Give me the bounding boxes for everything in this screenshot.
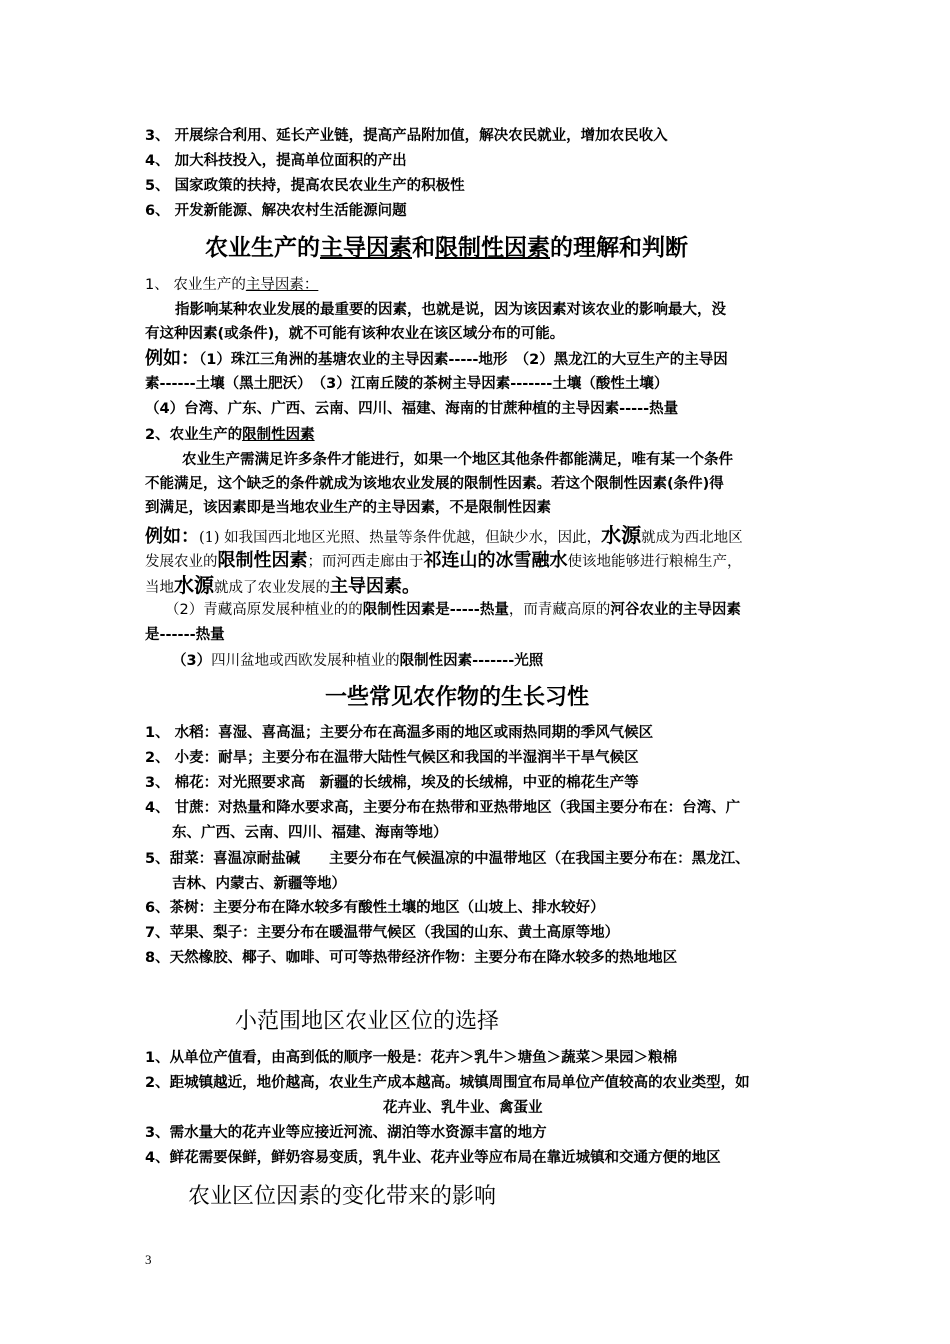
paragraph-line: 有这种因素(或条件)，就不可能有该种农业在该区域分布的可能。 — [145, 326, 565, 342]
section-title: 农业生产的主导因素和限制性因素的理解和判断 — [205, 235, 688, 261]
list-item: 花卉业、乳牛业、禽蛋业 — [383, 1100, 543, 1116]
paragraph-line: 农业生产需满足许多条件才能进行，如果一个地区其他条件都能满足，唯有某一个条件 — [182, 452, 733, 468]
example-line: 例如：(1) 如我国西北地区光照、热量等条件优越，但缺少水，因此，水源就成为西北地区 — [145, 523, 743, 547]
list-item: 4、 甘蔗：对热量和降水要求高，主要分布在热带和亚热带地区（我国主要分布在：台湾、广 — [145, 800, 741, 816]
example-line: （2）青藏高原发展种植业的的限制性因素是-----热量，而青藏高原的河谷农业的主导因素 — [165, 602, 741, 618]
list-item: 6、茶树：主要分布在降水较多有酸性土壤的地区（山坡上、排水较好） — [145, 900, 605, 916]
list-item: 1、 水稻：喜湿、喜高温；主要分布在高温多雨的地区或雨热同期的季风气候区 — [145, 725, 654, 741]
example-line: 是------热量 — [145, 627, 225, 643]
example-line: 例如：（1）珠江三角洲的基塘农业的主导因素-----地形 （2）黑龙江的大豆生产的主导因 — [145, 348, 728, 369]
paragraph-line: 指影响某种农业发展的最重要的因素，也就是说，因为该因素对该农业的影响最大，没 — [175, 302, 726, 318]
list-item: 8、天然橡胶、椰子、咖啡、可可等热带经济作物：主要分布在降水较多的热地地区 — [145, 950, 678, 966]
list-item: 4、 加大科技投入，提高单位面积的产出 — [145, 153, 407, 169]
section-title: 一些常见农作物的生长习性 — [325, 685, 590, 710]
list-item: 2、 小麦：耐旱；主要分布在温带大陆性气候区和我国的半湿润半干旱气候区 — [145, 750, 639, 766]
list-item: 7、苹果、梨子：主要分布在暖温带气候区（我国的山东、黄土高原等地） — [145, 925, 620, 941]
list-item: 3、 开展综合利用、延长产业链，提高产品附加值，解决农民就业，增加农民收入 — [145, 128, 668, 144]
list-item: 3、需水量大的花卉业等应接近河流、湖泊等水资源丰富的地方 — [145, 1125, 547, 1141]
example-line: （3）四川盆地或西欧发展种植业的限制性因素-------光照 — [172, 653, 544, 669]
list-item: 3、 棉花：对光照要求高 新疆的长绒棉，埃及的长绒棉，中亚的棉花生产等 — [145, 775, 639, 791]
list-item: 6、 开发新能源、解决农村生活能源问题 — [145, 203, 407, 219]
list-item: 东、广西、云南、四川、福建、海南等地） — [172, 825, 448, 841]
list-item: 5、 国家政策的扶持，提高农民农业生产的积极性 — [145, 178, 465, 194]
example-line: 素------土壤（黑土肥沃） （3）江南丘陵的茶树主导因素-------土壤（酸性土壤） — [145, 376, 669, 392]
list-item: 4、鲜花需要保鲜，鲜奶容易变质，乳牛业、花卉业等应布局在靠近城镇和交通方便的地区 — [145, 1150, 721, 1166]
section-title: 小范围地区农业区位的选择 — [235, 1009, 500, 1034]
subheading: 2、农业生产的限制性因素 — [145, 427, 315, 443]
example-line: （4）台湾、广东、广西、云南、四川、福建、海南的甘蔗种植的主导因素-----热量 — [145, 401, 679, 417]
example-line: 当地水源就成了农业发展的主导因素。 — [145, 573, 420, 597]
subheading: 1、 农业生产的主导因素： — [145, 277, 319, 293]
list-item: 2、距城镇越近，地价越高，农业生产成本越高。城镇周围宜布局单位产值较高的农业类型，如 — [145, 1075, 750, 1091]
list-item: 5、甜菜：喜温凉耐盐碱 主要分布在气候温凉的中温带地区（在我国主要分布在：黑龙江、 — [145, 851, 750, 867]
page-number: 3 — [145, 1252, 152, 1267]
list-item: 1、从单位产值看，由高到低的顺序一般是：花卉＞乳牛＞塘鱼＞蔬菜＞果园＞粮棉 — [145, 1050, 678, 1066]
list-item: 吉林、内蒙古、新疆等地） — [172, 876, 346, 892]
example-line: 发展农业的限制性因素；而河西走廊由于祁连山的冰雪融水使该地能够进行粮棉生产， — [145, 550, 742, 571]
section-title: 农业区位因素的变化带来的影响 — [188, 1184, 497, 1209]
paragraph-line: 不能满足，这个缺乏的条件就成为该地农业发展的限制性因素。若这个限制性因素(条件)得 — [145, 476, 724, 492]
paragraph-line: 到满足，该因素即是当地农业生产的主导因素，不是限制性因素 — [145, 500, 551, 516]
